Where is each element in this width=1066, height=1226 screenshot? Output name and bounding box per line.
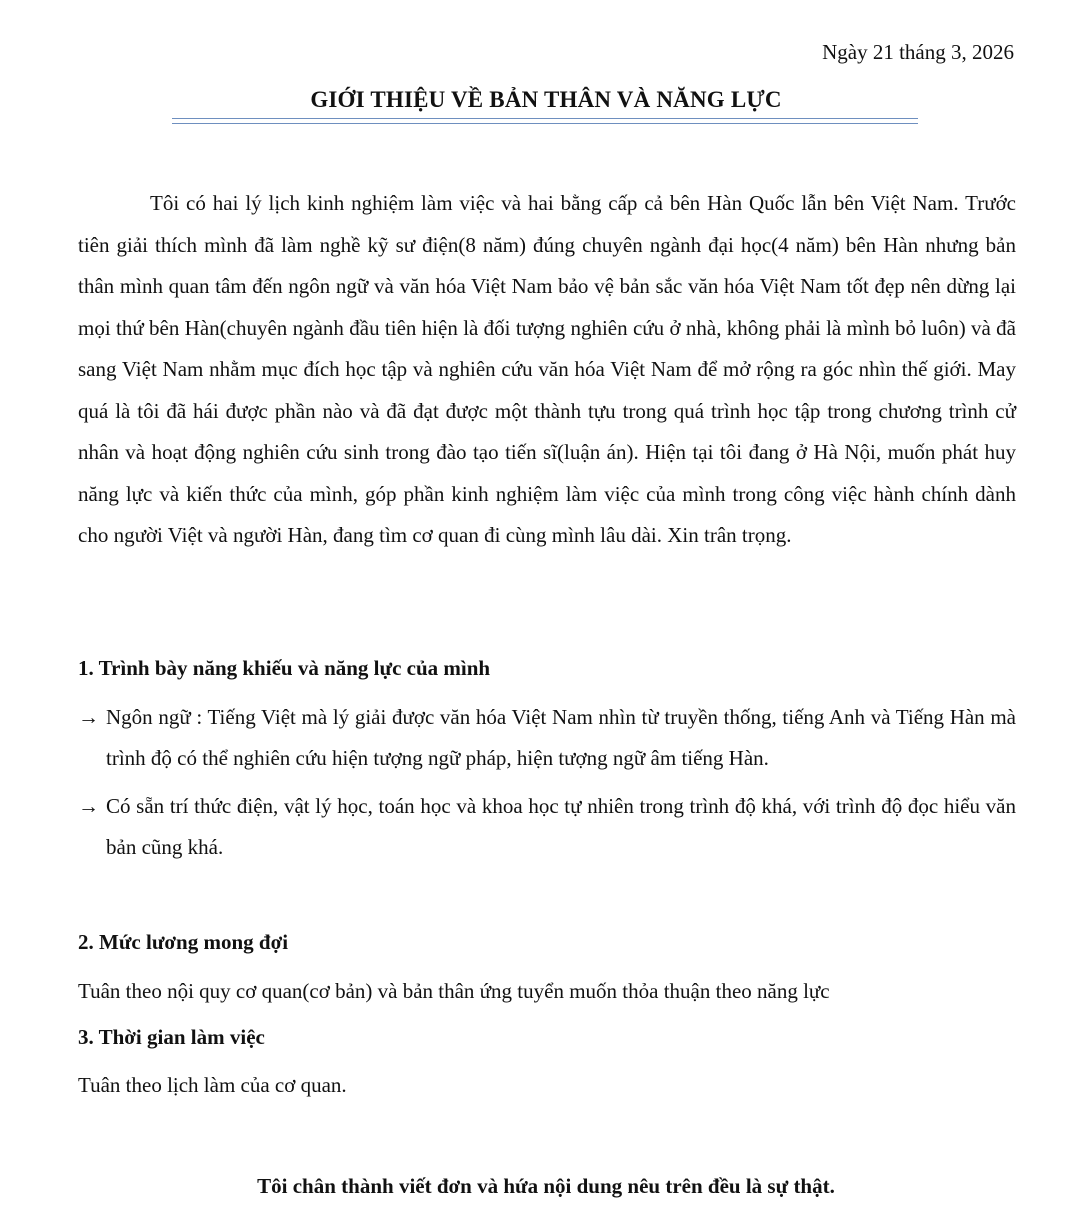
intro-paragraph: Tôi có hai lý lịch kinh nghiệm làm việc và hai bằng cấp cả bên Hàn Quốc lẫn bên Việt Nam. Trước tiên giải thích mình đã làm nghề kỹ sư điện(8 năm) đúng chuyên ngành đại học(4 năm) bên Hàn nhưng bản thân mình quan tâm đến ngôn ngữ và văn hóa Việt Nam bảo vệ bản sắc văn hóa Việt Nam tốt đẹp nên dừng lại mọi thứ bên Hàn(chuyên ngành đầu tiên hiện là đối tượng nghiên cứu ở nhà, không phải là mình bỏ luôn) và đã sang Việt Nam nhằm mục đích học tập và nghiên cứu văn hóa Việt Nam để mở rộng ra góc nhìn thế giới. May quá là tôi đã hái được phần nào và đã đạt được một thành tựu trong quá trình học tập trong chương trình cử nhân và hoạt động nghiên cứu sinh trong đào tạo tiến sĩ(luận án). Hiện tại tôi đang ở Hà Nội, muốn phát huy năng lực và kiến thức của mình, góp phần kinh nghiệm làm việc của mình trong công việc hành chính dành cho người Việt và người Hàn, đang tìm cơ quan đi cùng mình lâu dài. Xin trân trọng. — [78, 191, 1016, 547]
right-arrow-icon: → — [78, 794, 99, 818]
section-2-heading: 2. Mức lương mong đợi — [78, 930, 289, 954]
bullet-text: Có sẵn trí thức điện, vật lý học, toán học và khoa học tự nhiên trong trình độ khá, với trình độ đọc hiểu văn bản cũng khá. — [106, 794, 1016, 859]
section-1-bullet-language — [78, 697, 1016, 779]
closing-statement: Tôi chân thành viết đơn và hứa nội dung nêu trên đều là sự thật. — [257, 1174, 835, 1198]
right-arrow-icon: → — [78, 705, 99, 729]
title-double-underline — [172, 118, 918, 124]
section-1-heading: 1. Trình bày năng khiếu và năng lực của mình — [78, 656, 491, 680]
document-date: Ngày 21 tháng 3, 2026 — [822, 40, 1014, 64]
section-3-heading: 3. Thời gian làm việc — [78, 1025, 265, 1049]
section-1-bullet-knowledge — [78, 786, 1016, 868]
document-title: GIỚI THIỆU VỀ BẢN THÂN VÀ NĂNG LỰC — [310, 87, 782, 112]
section-3-text: Tuân theo lịch làm của cơ quan. — [78, 1073, 347, 1097]
bullet-text: Ngôn ngữ : Tiếng Việt mà lý giải được văn hóa Việt Nam nhìn từ truyền thống, tiếng Anh và Tiếng Hàn mà trình độ có thể nghiên cứu hiện tượng ngữ pháp, hiện tượng ngữ âm tiếng Hàn. — [106, 705, 1016, 770]
section-2-text: Tuân theo nội quy cơ quan(cơ bản) và bản thân ứng tuyển muốn thỏa thuận theo năng lực — [78, 979, 830, 1003]
